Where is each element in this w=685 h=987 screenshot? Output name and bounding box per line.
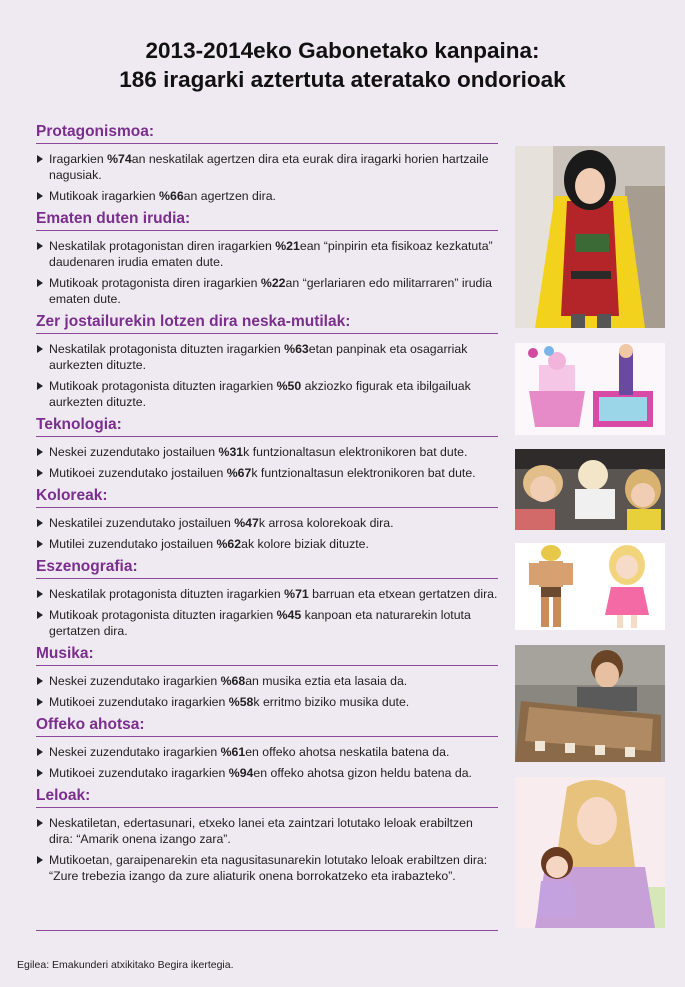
text-run: en offeko ahotsa neskatila batena da. bbox=[245, 745, 450, 759]
page-title bbox=[0, 36, 685, 94]
percentage-value: %66 bbox=[159, 189, 184, 203]
text-run: Neskei zuzendutako iragarkien bbox=[49, 745, 221, 759]
photo-girl-with-doll bbox=[515, 777, 665, 928]
text-run: an “gerlariaren edo militarraren” irudia ematen dute. bbox=[49, 276, 492, 306]
text-run: kanpoan eta naturarekin lotuta gertatzen dira. bbox=[49, 608, 471, 638]
content-column bbox=[36, 122, 498, 889]
section-title: Offeko ahotsa: bbox=[36, 715, 498, 737]
text-run: Mutikoak iragarkien bbox=[49, 189, 160, 203]
percentage-value: %68 bbox=[220, 674, 246, 688]
percentage-value: %67 bbox=[226, 466, 252, 480]
text-run: Mutikoak protagonista diren iragarkien bbox=[49, 276, 261, 290]
percentage-value: %45 bbox=[276, 608, 302, 622]
text-run: Neskatilak protagonista dituzten iragarkien bbox=[49, 587, 285, 601]
text-run: Neskatilei zuzendutako jostailuen bbox=[49, 516, 235, 530]
text-run: Mutikoetan, garaipenarekin eta nagusitasunarekin lotutako leloak erabiltzen dira: “Zure trebezia izango da zure aliaturik onena borrokatzeko eta irabazteko”. bbox=[49, 853, 488, 883]
title-line-2: 186 iragarki aztertuta ateratako ondorioak bbox=[119, 67, 566, 92]
photo-boy-costume bbox=[515, 146, 665, 328]
percentage-value: %63 bbox=[284, 342, 309, 356]
percentage-value: %71 bbox=[284, 587, 309, 601]
bullet-item bbox=[36, 536, 498, 552]
text-run: an agertzen dira. bbox=[183, 189, 276, 203]
title-line-1: 2013-2014eko Gabonetako kanpaina: bbox=[145, 38, 540, 63]
section-title: Zer jostailurekin lotzen dira neska-mutilak: bbox=[36, 312, 498, 334]
text-run: Neskatiletan, edertasunari, etxeko lanei eta zaintzari lotutako leloak erabiltzen dira: “Amarik onena izango zara”. bbox=[49, 816, 473, 846]
percentage-value: %22 bbox=[260, 276, 286, 290]
bullet-item bbox=[36, 694, 498, 710]
bullet-item bbox=[36, 852, 498, 884]
section-title: Protagonismoa: bbox=[36, 122, 498, 144]
photo-action-figure-doll bbox=[515, 543, 665, 630]
percentage-value: %31 bbox=[218, 445, 244, 459]
bullet-list bbox=[36, 673, 498, 710]
bottom-divider bbox=[36, 930, 498, 931]
text-run: Mutikoak protagonista dituzten iragarkien bbox=[49, 379, 277, 393]
text-run: Mutikoei zuzendutako iragarkien bbox=[49, 766, 229, 780]
text-run: Mutilei zuzendutako jostailuen bbox=[49, 537, 217, 551]
percentage-value: %47 bbox=[234, 516, 259, 530]
bullet-item bbox=[36, 465, 498, 481]
text-run: Iragarkien bbox=[49, 152, 108, 166]
text-run: Neskatilak protagonistan diren iragarkien bbox=[49, 239, 276, 253]
text-run: an musika eztia eta lasaia da. bbox=[245, 674, 408, 688]
percentage-value: %94 bbox=[228, 766, 254, 780]
bullet-list bbox=[36, 515, 498, 552]
bullet-list bbox=[36, 238, 498, 307]
section-title: Ematen duten irudia: bbox=[36, 209, 498, 231]
section bbox=[36, 557, 498, 639]
text-run: k funtzionaltasun elektronikoren bat dute. bbox=[243, 445, 468, 459]
text-run: akziozko figurak eta ibilgailuak aurkezten dituzte. bbox=[49, 379, 471, 409]
text-run: Mutikoei zuzendutako iragarkien bbox=[49, 695, 229, 709]
bullet-list bbox=[36, 444, 498, 481]
bullet-item bbox=[36, 444, 498, 460]
section bbox=[36, 486, 498, 552]
bullet-item bbox=[36, 673, 498, 689]
bullet-item bbox=[36, 275, 498, 307]
photo-kids-in-car bbox=[515, 449, 665, 530]
bullet-item bbox=[36, 744, 498, 760]
percentage-value: %62 bbox=[216, 537, 242, 551]
bullet-list bbox=[36, 586, 498, 639]
percentage-value: %74 bbox=[107, 152, 132, 166]
bullet-list bbox=[36, 341, 498, 410]
section-title: Teknologia: bbox=[36, 415, 498, 437]
source-credit: Egilea: Emakunderi atxikitako Begira ikertegia. bbox=[17, 959, 234, 971]
text-run: etan panpinak eta osagarriak aurkezten dituzte. bbox=[49, 342, 468, 372]
text-run: Mutikoei zuzendutako jostailuen bbox=[49, 466, 227, 480]
percentage-value: %50 bbox=[276, 379, 302, 393]
bullet-item bbox=[36, 341, 498, 373]
bullet-item bbox=[36, 607, 498, 639]
text-run: ak kolore biziak dituzte. bbox=[241, 537, 369, 551]
bullet-item bbox=[36, 151, 498, 183]
section-title: Eszenografia: bbox=[36, 557, 498, 579]
text-run: en offeko ahotsa gizon heldu batena da. bbox=[253, 766, 472, 780]
bullet-item bbox=[36, 815, 498, 847]
photo-boy-board-game bbox=[515, 645, 665, 762]
bullet-item bbox=[36, 765, 498, 781]
photo-toy-packages bbox=[515, 343, 665, 435]
text-run: Neskei zuzendutako jostailuen bbox=[49, 445, 219, 459]
text-run: barruan eta etxean gertatzen dira. bbox=[308, 587, 498, 601]
text-run: Neskatilak protagonista dituzten iragarkien bbox=[49, 342, 285, 356]
bullet-item bbox=[36, 188, 498, 204]
bullet-item bbox=[36, 586, 498, 602]
section bbox=[36, 312, 498, 410]
section-title: Leloak: bbox=[36, 786, 498, 808]
text-run: Neskei zuzendutako iragarkien bbox=[49, 674, 221, 688]
section-title: Musika: bbox=[36, 644, 498, 666]
percentage-value: %21 bbox=[275, 239, 300, 253]
text-run: k funtzionaltasun elektronikoren bat dute. bbox=[251, 466, 476, 480]
bullet-list bbox=[36, 151, 498, 204]
percentage-value: %58 bbox=[228, 695, 254, 709]
text-run: Mutikoak protagonista dituzten iragarkien bbox=[49, 608, 277, 622]
section bbox=[36, 644, 498, 710]
bullet-item bbox=[36, 378, 498, 410]
bullet-list bbox=[36, 815, 498, 884]
section-title: Koloreak: bbox=[36, 486, 498, 508]
text-run: ean “pinpirin eta fisikoaz kezkatuta” daudenaren irudia ematen dute. bbox=[49, 239, 493, 269]
section bbox=[36, 209, 498, 307]
section bbox=[36, 415, 498, 481]
text-run: k erritmo biziko musika dute. bbox=[253, 695, 410, 709]
section bbox=[36, 715, 498, 781]
section bbox=[36, 786, 498, 884]
bullet-item bbox=[36, 515, 498, 531]
text-run: an neskatilak agertzen dira eta eurak dira iragarki horien hartzaile nagusiak. bbox=[49, 152, 489, 182]
bullet-item bbox=[36, 238, 498, 270]
section bbox=[36, 122, 498, 204]
bullet-list bbox=[36, 744, 498, 781]
text-run: k arrosa kolorekoak dira. bbox=[258, 516, 394, 530]
percentage-value: %61 bbox=[220, 745, 246, 759]
